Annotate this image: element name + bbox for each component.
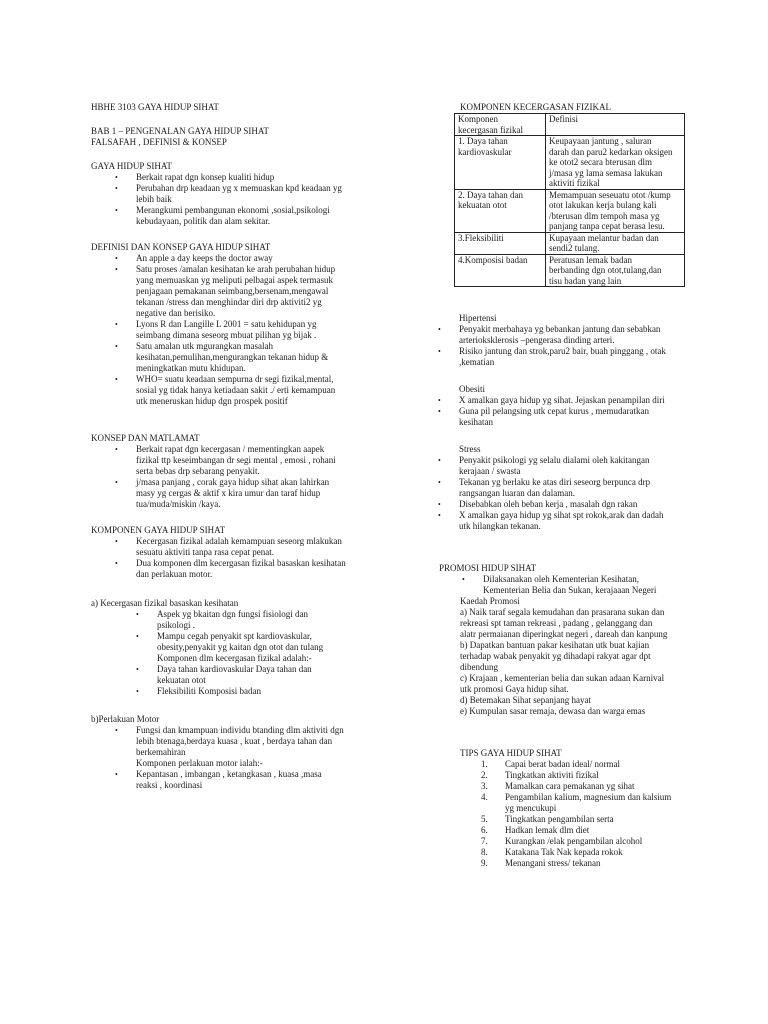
list-item-line: kesihatan xyxy=(459,417,493,427)
table-row xyxy=(455,189,685,232)
list-item-line: Kementerian Belia dan Sukan, kerajaaan Negeri xyxy=(483,585,657,595)
list-item xyxy=(115,341,335,374)
section-heading: Obesiti xyxy=(459,384,485,394)
list-item-line: Dua komponen dlm kecergasan fizikal basaskan kesihatan xyxy=(136,558,346,568)
cell-line: tisu badan yang lain xyxy=(549,275,622,286)
table-title xyxy=(460,102,611,113)
list-item-line: Mampu cegah penyakit spt kardiovaskular, xyxy=(157,631,312,641)
table-cell xyxy=(546,254,685,287)
text-line: a) Naik taraf segala kemudahan dan prasarana sukan dan xyxy=(460,607,665,617)
list-item-line: tua/muda/miskin /kaya. xyxy=(136,499,221,509)
bullet-icon: • xyxy=(115,537,118,546)
list-item-line: Dilaksanakan oleh Kementerian Kesihatan, xyxy=(483,574,639,584)
tips-text: Capai berat badan ideal/ normal xyxy=(505,759,620,769)
list-item-line: obesity,penyakit yg kaitan dgn otot dan tulang xyxy=(157,642,324,652)
list-item-line: Fungsi dan kmampuan individu btanding dlm aktiviti dgn xyxy=(136,725,344,735)
tips-number: 8. xyxy=(481,847,488,857)
list-item xyxy=(136,664,323,686)
tips-text: Pengambilan kalium, magnesium dan kalsium xyxy=(505,792,672,802)
bullet-icon: • xyxy=(115,254,118,263)
bullet-icon: • xyxy=(438,407,441,416)
text-line: alatr permaianan diperingkat negeri , dareah dan kanpung xyxy=(460,629,668,639)
list-item-line: Perubahan drp keadaan yg x memuaskan kpd keadaan yg xyxy=(136,183,342,193)
list-item-line: An apple a day keeps the doctor away xyxy=(136,253,273,263)
list-item-line: Penyakit merbahaya yg bebankan jantung dan sebabkan xyxy=(459,324,661,334)
tips-list xyxy=(460,759,671,869)
kecergasan-subheading: Komponen dlm kecergasan fizikal adalah:- xyxy=(157,653,312,663)
tips-text: Tingkatkan pengambilan serta xyxy=(505,814,614,824)
section-tips xyxy=(460,748,671,869)
list-item-line: arterioksklerosis –pengerasa dinding arteri. xyxy=(459,335,615,345)
list-item-line: penjagaan pemakanan seimbang,bersenam,mengawal xyxy=(136,286,329,296)
section-promosi xyxy=(439,563,667,717)
list-item xyxy=(115,253,335,264)
list-item-line: Lyons R dan Langille L 2001 = satu kehidupan yg xyxy=(136,319,317,329)
list-item-line: Satu amalan utk mgurangkan masalah xyxy=(136,341,273,351)
tips-item xyxy=(481,814,671,825)
bullet-icon: • xyxy=(115,375,118,384)
bullet-icon: • xyxy=(115,206,118,215)
section-heading: Hipertensi xyxy=(459,313,497,323)
tips-item xyxy=(481,770,671,781)
cell-line: Komponen xyxy=(458,114,498,124)
bullet-icon: • xyxy=(438,500,441,509)
list-item-line: kebudayaan, politik dan alam sekitar. xyxy=(136,216,270,226)
cell-line: Peratusan lemak badan xyxy=(549,254,632,265)
list-item xyxy=(115,444,336,477)
list-item xyxy=(438,346,666,368)
tips-number: 1. xyxy=(481,759,488,769)
bullet-icon: • xyxy=(136,610,139,619)
list-item xyxy=(115,536,346,558)
bullet-icon: • xyxy=(115,173,118,182)
section-heading: a) Kecergasan fizikal basaskan kesihatan xyxy=(91,598,239,608)
table-cell xyxy=(455,114,546,136)
cell-line: sendi2 tulang. xyxy=(549,243,600,253)
list-item-line: kerajaan / swasta xyxy=(459,466,521,476)
course-title xyxy=(91,102,219,113)
tips-item xyxy=(481,847,671,858)
section-heading: KOMPONEN GAYA HIDUP SIHAT xyxy=(91,525,226,535)
bullet-icon: • xyxy=(438,325,441,334)
list-item-line: Fleksibiliti Komposisi badan xyxy=(157,686,262,696)
table-cell xyxy=(546,136,685,190)
list-item-line: Berkait rapat dgn konsep kualiti hidup xyxy=(136,172,275,182)
cell-line: 3.Fleksibiliti xyxy=(458,232,504,243)
bullet-icon: • xyxy=(136,632,139,641)
bullet-icon: • xyxy=(462,575,465,584)
text-line: c) Krajaan , kementerian belia dan sukan adaan Karnival xyxy=(460,673,665,683)
tips-item xyxy=(481,759,671,770)
cell-line: Definisi xyxy=(549,114,578,124)
cell-line: otot lakukan kerja bulang kali xyxy=(549,200,657,210)
list-item-line: sosial yg tidak hanya ketiadaan sakit ./ erti kemampuan xyxy=(136,385,336,395)
section-gaya-hidup-sihat xyxy=(91,161,342,227)
section-kecergasan xyxy=(91,598,323,697)
bullet-icon: • xyxy=(115,445,118,454)
section-konsep xyxy=(91,433,336,510)
table-cell xyxy=(455,232,546,254)
table-cell xyxy=(455,136,546,190)
list-item-line: Disebabkan oleh beban kerja , masalah dgn rakan xyxy=(459,499,638,509)
list-item xyxy=(115,725,344,769)
text-line: utk promosi Gaya hidup sihat. xyxy=(460,684,569,694)
list-item-line: Merangkumi pembangunan ekonomi ,sosial,psikologi xyxy=(136,205,330,215)
cell-line: Keupayaan jantung , saluran xyxy=(549,136,652,146)
table-cell xyxy=(546,114,685,136)
list-item-line: fizikal ttp keseimbangan dr segi mental , emosi , rohani xyxy=(136,455,336,465)
tips-item xyxy=(481,781,671,792)
list-item-line: utk hilangkan tekanan. xyxy=(459,521,541,531)
cell-line: darah dan paru2 kedarkan oksigen xyxy=(549,146,673,157)
section-komponen-gaya xyxy=(91,525,346,580)
bullet-icon: • xyxy=(115,770,118,779)
list-item-line: Kecergasan fizikal adalah kemampuan seseorg mlakukan xyxy=(136,536,342,546)
section-obesiti xyxy=(438,384,665,428)
text-line: terhadap wabak penyakit yg dihadapi rakyat agar dpt xyxy=(460,651,651,661)
bullet-icon: • xyxy=(115,320,118,329)
list-item xyxy=(438,395,665,406)
bullet-icon: • xyxy=(115,265,118,274)
bab1-line: FALSAFAH , DEFINISI & KONSEP xyxy=(91,137,227,147)
text-line: e) Kumpulan sasar remaja, dewasa dan warga emas xyxy=(460,706,646,716)
cell-line: panjang tanpa cepat berasa lesu. xyxy=(549,221,665,231)
list-item-line: psikologi . xyxy=(157,620,196,630)
section-heading: GAYA HIDUP SIHAT xyxy=(91,161,172,171)
list-item-line: Komponen perlakuan motor ialah:- xyxy=(136,758,263,768)
bullet-icon: • xyxy=(438,347,441,356)
cell-line: kecergasan fizikal xyxy=(458,124,524,135)
tips-item xyxy=(481,858,671,869)
promosi-bullet xyxy=(439,574,667,596)
list-item xyxy=(115,769,344,791)
list-item xyxy=(136,609,323,631)
bullet-icon: • xyxy=(438,478,441,487)
list-item-line: masy yg cergas & aktif x kira umur dan taraf hidup xyxy=(136,488,321,498)
list-item xyxy=(438,499,663,510)
text-line: b) Dapatkan bantuan pakar kesihatan utk buat kajian xyxy=(460,640,650,650)
list-item-line: Daya tahan kardiovaskular Daya tahan dan xyxy=(157,664,312,674)
tips-text: Katakana Tak Nak kepada rokok xyxy=(505,847,623,857)
list-item-line: X amalkan gaya hidup yg sihat spt rokok,arak dan dadah xyxy=(459,510,664,520)
bab1-line: BAB 1 – PENGENALAN GAYA HIDUP SIHAT xyxy=(91,126,269,136)
list-item-line: kekuatan otot xyxy=(157,675,206,685)
list-item-line: serta bebas drp sebarang penyakit. xyxy=(136,466,260,476)
list-item xyxy=(115,264,336,319)
list-item xyxy=(462,574,667,596)
bullet-icon: • xyxy=(115,559,118,568)
section-hipertensi xyxy=(438,313,666,368)
bullet-icon: • xyxy=(115,726,118,735)
cell-line: j/masa yg lama semasa lakukan xyxy=(549,167,663,178)
list-item-line: Berkait rapat dgn kecergasan / mementingkan aapek xyxy=(136,444,325,454)
cell-line: /bterusan dlm tempoh masa yg xyxy=(549,210,660,221)
list-item-line: lebih baik xyxy=(136,194,172,204)
table-cell xyxy=(455,189,546,232)
tips-text: yg mencukupi xyxy=(505,803,557,813)
cell-line: 2. Daya tahan dan xyxy=(458,189,523,200)
list-item-line: kesihatan,pemulihan,mengurangkan tekanan hidup & xyxy=(136,352,329,362)
bullet-icon: • xyxy=(136,665,139,674)
bullet-icon: • xyxy=(438,511,441,520)
tips-text: Tingkatkan aktiviti fizikal xyxy=(505,770,599,780)
list-item-line: yang memuaskan yg meliputi pelbagai aspek termasuk xyxy=(136,275,333,285)
cell-line: kardiovaskular xyxy=(458,146,512,157)
text-line: d) Betemakan Sihat sepanjang hayat xyxy=(460,695,591,705)
text-line: dibendung xyxy=(460,662,498,672)
table-row xyxy=(455,232,685,254)
section-heading: PROMOSI HIDUP SIHAT xyxy=(439,563,537,573)
bullet-icon: • xyxy=(438,456,441,465)
text-line: Kaedah Promosi xyxy=(460,596,520,606)
table-cell xyxy=(455,254,546,287)
kecergasan-list xyxy=(91,609,323,653)
bullet-icon: • xyxy=(115,478,118,487)
list-item xyxy=(136,631,324,653)
promosi-lines xyxy=(460,596,667,717)
tips-text: Hadkan lemak dlm diet xyxy=(505,825,590,835)
table-row xyxy=(455,254,685,287)
course-title-text: HBHE 3103 GAYA HIDUP SIHAT xyxy=(91,102,219,112)
bullet-icon: • xyxy=(136,687,139,696)
list-item-line: seimbang dimana seseorg mbuat pilihan yg bijak . xyxy=(136,330,317,340)
list-item xyxy=(115,319,335,341)
bab1-heading xyxy=(91,126,269,148)
cell-line: berbanding dgn otot,tulang,dan xyxy=(549,265,662,275)
list-item-line: utk meneruskan hidup dgn prospek positif xyxy=(136,396,288,406)
cell-line: Kupayaan melantur badan dan xyxy=(549,232,659,243)
list-item-line: Aspek yg bkaitan dgn fungsi fisiologi dan xyxy=(157,609,308,619)
list-item-line: Tekanan yg berlaku ke atas diri seseorg berpunca drp xyxy=(459,477,651,487)
list-item xyxy=(115,205,342,227)
komponen-table xyxy=(454,113,685,287)
tips-item xyxy=(481,825,671,836)
table-header-row xyxy=(455,114,685,136)
list-item xyxy=(115,183,342,205)
cell-line: Memampuan seseuatu otot /kump xyxy=(549,189,671,200)
list-item xyxy=(438,324,666,346)
list-item-line: Risiko jantung dan strok,paru2 bair, buah pinggang , otak xyxy=(459,346,666,356)
list-item-line: sesuatu aktiviti tanpa rasa cepat penat. xyxy=(136,547,274,557)
text-line: rekreasi spt taman rekreasi , padang , gelanggang dan xyxy=(460,618,653,628)
list-item xyxy=(438,510,664,532)
cell-line: ke otot2 secara bterusan dlm xyxy=(549,157,652,167)
kecergasan-sub-list xyxy=(91,664,323,697)
list-item-line: Satu proses /amalan kesihatan ke arah perubahan hidup xyxy=(136,264,336,274)
bullet-icon: • xyxy=(115,184,118,193)
list-item-line: rangsangan luaran dan dalaman. xyxy=(459,488,575,498)
list-item-line: ,kematian xyxy=(459,357,495,367)
section-heading: KONSEP DAN MATLAMAT xyxy=(91,433,200,443)
list-item-line: Kepantasan , imbangan , ketangkasan , kuasa ,masa xyxy=(136,769,322,779)
section-heading: DEFINISI DAN KONSEP GAYA HIDUP SIHAT xyxy=(91,242,271,252)
tips-number: 6. xyxy=(481,825,488,835)
tips-text: Kurangkan /elak pengambilan alcohol xyxy=(505,836,643,846)
list-item-line: Guna pil pelangsing utk cepat kurus , memudaratkan xyxy=(459,406,649,416)
cell-line: aktiviti fizikal xyxy=(549,178,600,188)
section-definisi xyxy=(91,242,335,407)
table-row xyxy=(455,136,685,190)
tips-number: 3. xyxy=(481,781,488,791)
list-item-line: berkemahiran xyxy=(136,747,186,757)
list-item xyxy=(136,686,323,697)
list-item xyxy=(115,172,342,183)
table-title-text: KOMPONEN KECERGASAN FIZIKAL xyxy=(460,102,612,112)
cell-line: 4.Komposisi badan xyxy=(458,254,528,265)
list-item-line: WHO= suatu keadaan sempurna dr segi fizikal,mental, xyxy=(136,374,334,384)
list-item xyxy=(115,374,336,407)
bullet-icon: • xyxy=(438,396,441,405)
tips-item xyxy=(481,792,672,814)
section-heading: TIPS GAYA HIDUP SIHAT xyxy=(460,748,562,758)
tips-number: 4. xyxy=(481,792,488,802)
list-item-line: j/masa panjang , corak gaya hidup sihat akan lahirkan xyxy=(136,477,330,487)
list-item xyxy=(115,558,346,580)
bullet-icon: • xyxy=(115,342,118,351)
list-item-line: tekanan /stress dan menghindar diri drp aktiviti2 yg xyxy=(136,297,322,307)
list-item-line: reaksi , koordinasi xyxy=(136,780,203,790)
tips-text: Menangani stress/ tekanan xyxy=(505,858,601,868)
section-perlakuan-motor xyxy=(91,714,344,791)
list-item-line: lebih btenaga,berdaya kuasa , kuat , berdaya tahan dan xyxy=(136,736,333,746)
section-heading: b)Perlakuan Motor xyxy=(91,714,160,724)
tips-number: 7. xyxy=(481,836,488,846)
tips-item xyxy=(481,836,671,847)
list-item-line: meningkatkan mutu khidupan. xyxy=(136,363,246,373)
tips-number: 2. xyxy=(481,770,488,780)
section-heading: Stress xyxy=(459,444,481,454)
tips-number: 5. xyxy=(481,814,488,824)
cell-line: 1. Daya tahan xyxy=(458,136,508,146)
list-item xyxy=(115,477,336,510)
cell-line: kekuatan otot xyxy=(458,200,507,210)
list-item-line: X amalkan gaya hidup yg sihat. Jejaskan penampilan diri xyxy=(459,395,665,405)
list-item xyxy=(438,455,663,477)
tips-text: Mamalkan cara pemakanan yg sihat xyxy=(505,781,635,791)
tips-number: 9. xyxy=(481,858,488,868)
list-item xyxy=(438,477,663,499)
table-cell xyxy=(546,232,685,254)
section-stress xyxy=(438,444,664,532)
list-item-line: dan perlakuan motor. xyxy=(136,569,213,579)
list-item-line: negative dan berisiko. xyxy=(136,308,216,318)
list-item-line: Penyakit psikologi yg selalu dialami oleh kakitangan xyxy=(459,455,650,465)
table-cell xyxy=(546,189,685,232)
list-item xyxy=(438,406,665,428)
